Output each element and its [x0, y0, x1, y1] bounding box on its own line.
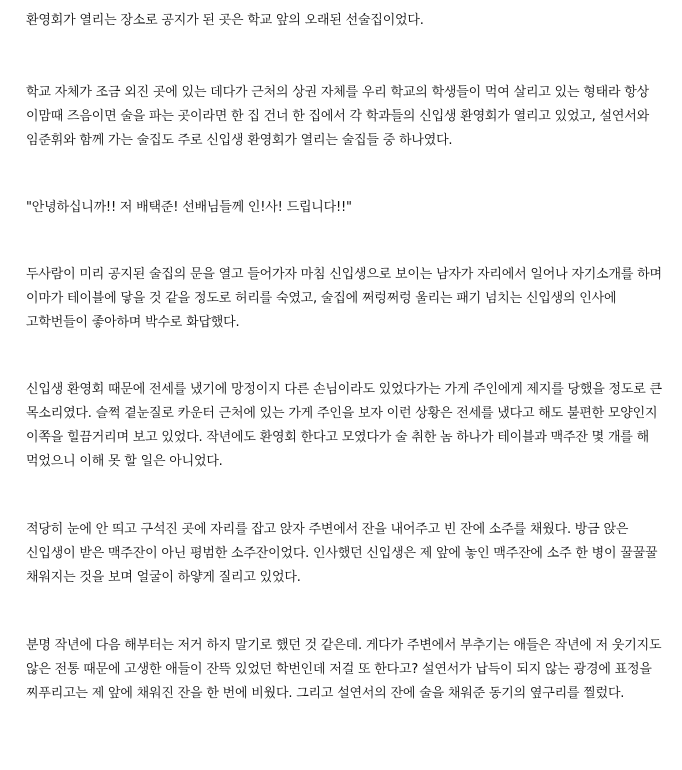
paragraph-seating: 적당히 눈에 안 띄고 구석진 곳에 자리를 잡고 앉자 주변에서 잔을 내어주고 빈 잔에 소주를 채웠다. 방금 앉은 신입생이 받은 맥주잔이 아닌 평범한 소주잔이었다. 인사했던 신입생은 제 앞에 놓인 맥주잔에 소주 한 병이 꿀꿀꿀 채워지는 것을 보며 얼굴이 하얗게 질리고 있었다.	[26, 522, 658, 585]
paragraph-loud-voice: 신입생 환영회 때문에 전세를 냈기에 망정이지 다른 손님이라도 있었다가는 가게 주인에게 제지를 당했을 정도로 큰 목소리였다. 슬쩍 곁눈질로 카운터 근처에 있는 가게 주인을 보자 이런 상황은 전세를 냈다고 해도 불편한 모양인지 이쪽을 힐끔거리며 보고 있었다. 작년에도 환영회 한다고 모였다가 술 취한 놈 하나가 테이블과 맥주잔 몇 개를 해 먹었으니 이해 못 할 일은 아니었다.	[26, 382, 662, 469]
paragraph-tradition: 분명 작년에 다음 해부터는 저거 하지 말기로 했던 것 같은데. 게다가 주변에서 부추기는 애들은 작년에 저 웃기지도 않은 전통 때문에 고생한 애들이 잔뜩 있었던 학번인데 저걸 또 한다고? 설연서가 납득이 되지 않는 광경에 표정을 찌푸리고는 제 앞에 채워진 잔을 한 번에 비웠다. 그리고 설연서의 잔에 술을 채워준 동기의 옆구리를 찔렀다.	[26, 638, 662, 701]
paragraph-entering-bar: 두사람이 미리 공지된 술집의 문을 열고 들어가자 마침 신입생으로 보이는 남자가 자리에서 일어나 자기소개를 하며 이마가 테이블에 닿을 것 같을 정도로 허리를 숙였고, 술집에 쩌렁쩌렁 울리는 패기 넘치는 신입생의 인사에 고학번들이 좋아하며 박수로 화답했다.	[26, 267, 662, 330]
paragraph-school-area: 학교 자체가 조금 외진 곳에 있는 데다가 근처의 상권 자체를 우리 학교의 학생들이 먹여 살리고 있는 형태라 항상 이맘때 즈음이면 술을 파는 곳이라면 한 집 건너 한 집에서 각 학과들의 신입생 환영회가 열리고 있었고, 설연서와 임준휘와 함께 가는 술집도 주로 신입생 환영회가 열리는 술집들 중 하나였다.	[26, 85, 649, 148]
paragraph-greeting-quote: "안녕하십니까!! 저 배택준! 선배님들께 인!사! 드립니다!!"	[26, 200, 352, 215]
paragraph-venue: 환영회가 열리는 장소로 공지가 된 곳은 학교 앞의 오래된 선술집이었다.	[26, 13, 424, 28]
